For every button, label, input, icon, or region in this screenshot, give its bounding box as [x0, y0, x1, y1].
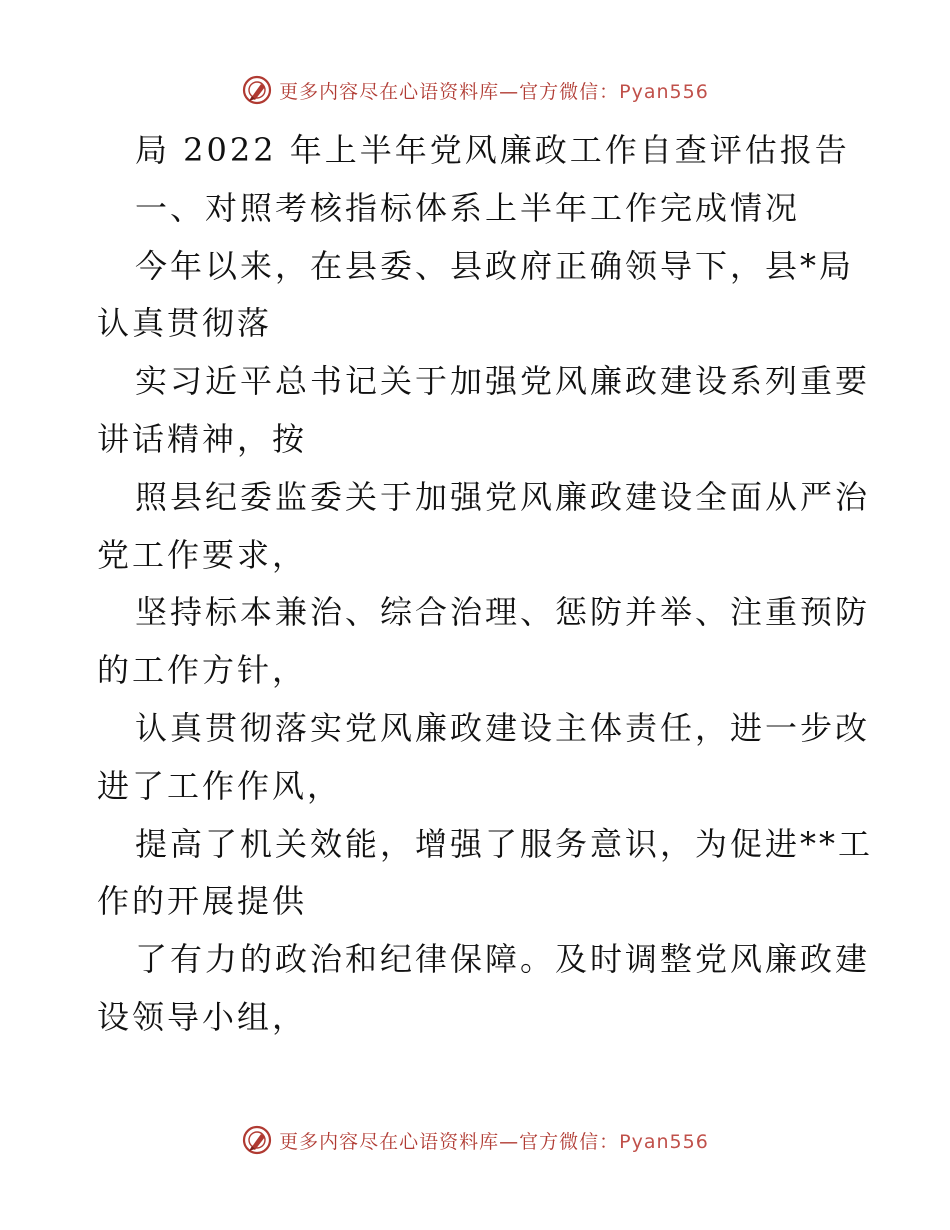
paragraph-line: 进了工作作风，: [97, 766, 343, 805]
paragraph-line: 作的开展提供: [97, 882, 308, 921]
header-banner-label: 更多内容尽在心语资料库—官方微信：: [279, 80, 620, 103]
footer-banner: [0, 1120, 950, 1160]
footer-banner-text: [279, 1127, 709, 1154]
footer-wechat-id: Pyan556: [619, 1130, 709, 1153]
paragraph-line: 了有力的政治和纪律保障。及时调整党风廉政建: [135, 940, 871, 979]
paragraph-line: 照县纪委监委关于加强党风廉政建设全面从严治: [135, 477, 871, 516]
section-heading: 一、对照考核指标体系上半年工作完成情况: [135, 188, 801, 227]
document-title: 局 2022 年上半年党风廉政工作自查评估报告: [135, 131, 850, 169]
paragraph-line: 党工作要求，: [97, 535, 308, 574]
header-banner: [0, 70, 950, 110]
pen-nib-seal-icon: [241, 1124, 273, 1156]
paragraph-line: 的工作方针，: [97, 651, 308, 690]
document-body: [97, 122, 874, 1047]
header-banner-text: [279, 77, 709, 104]
paragraph-line: 设领导小组，: [97, 997, 308, 1036]
paragraph-line: 讲话精神，按: [97, 419, 308, 458]
footer-banner-label: 更多内容尽在心语资料库—官方微信：: [279, 1130, 620, 1153]
paragraph-line: 今年以来，在县委、县政府正确领导下，县*局: [135, 246, 855, 285]
paragraph-line: 实习近平总书记关于加强党风廉政建设系列重要: [135, 362, 871, 401]
paragraph-line: 认真贯彻落实党风廉政建设主体责任，进一步改: [135, 708, 871, 747]
paragraph-line: 提高了机关效能，增强了服务意识，为促进**工: [135, 824, 874, 863]
header-wechat-id: Pyan556: [619, 80, 709, 103]
paragraph-line: 认真贯彻落: [97, 304, 273, 343]
paragraph-line: 坚持标本兼治、综合治理、惩防并举、注重预防: [135, 593, 871, 632]
pen-nib-seal-icon: [241, 74, 273, 106]
